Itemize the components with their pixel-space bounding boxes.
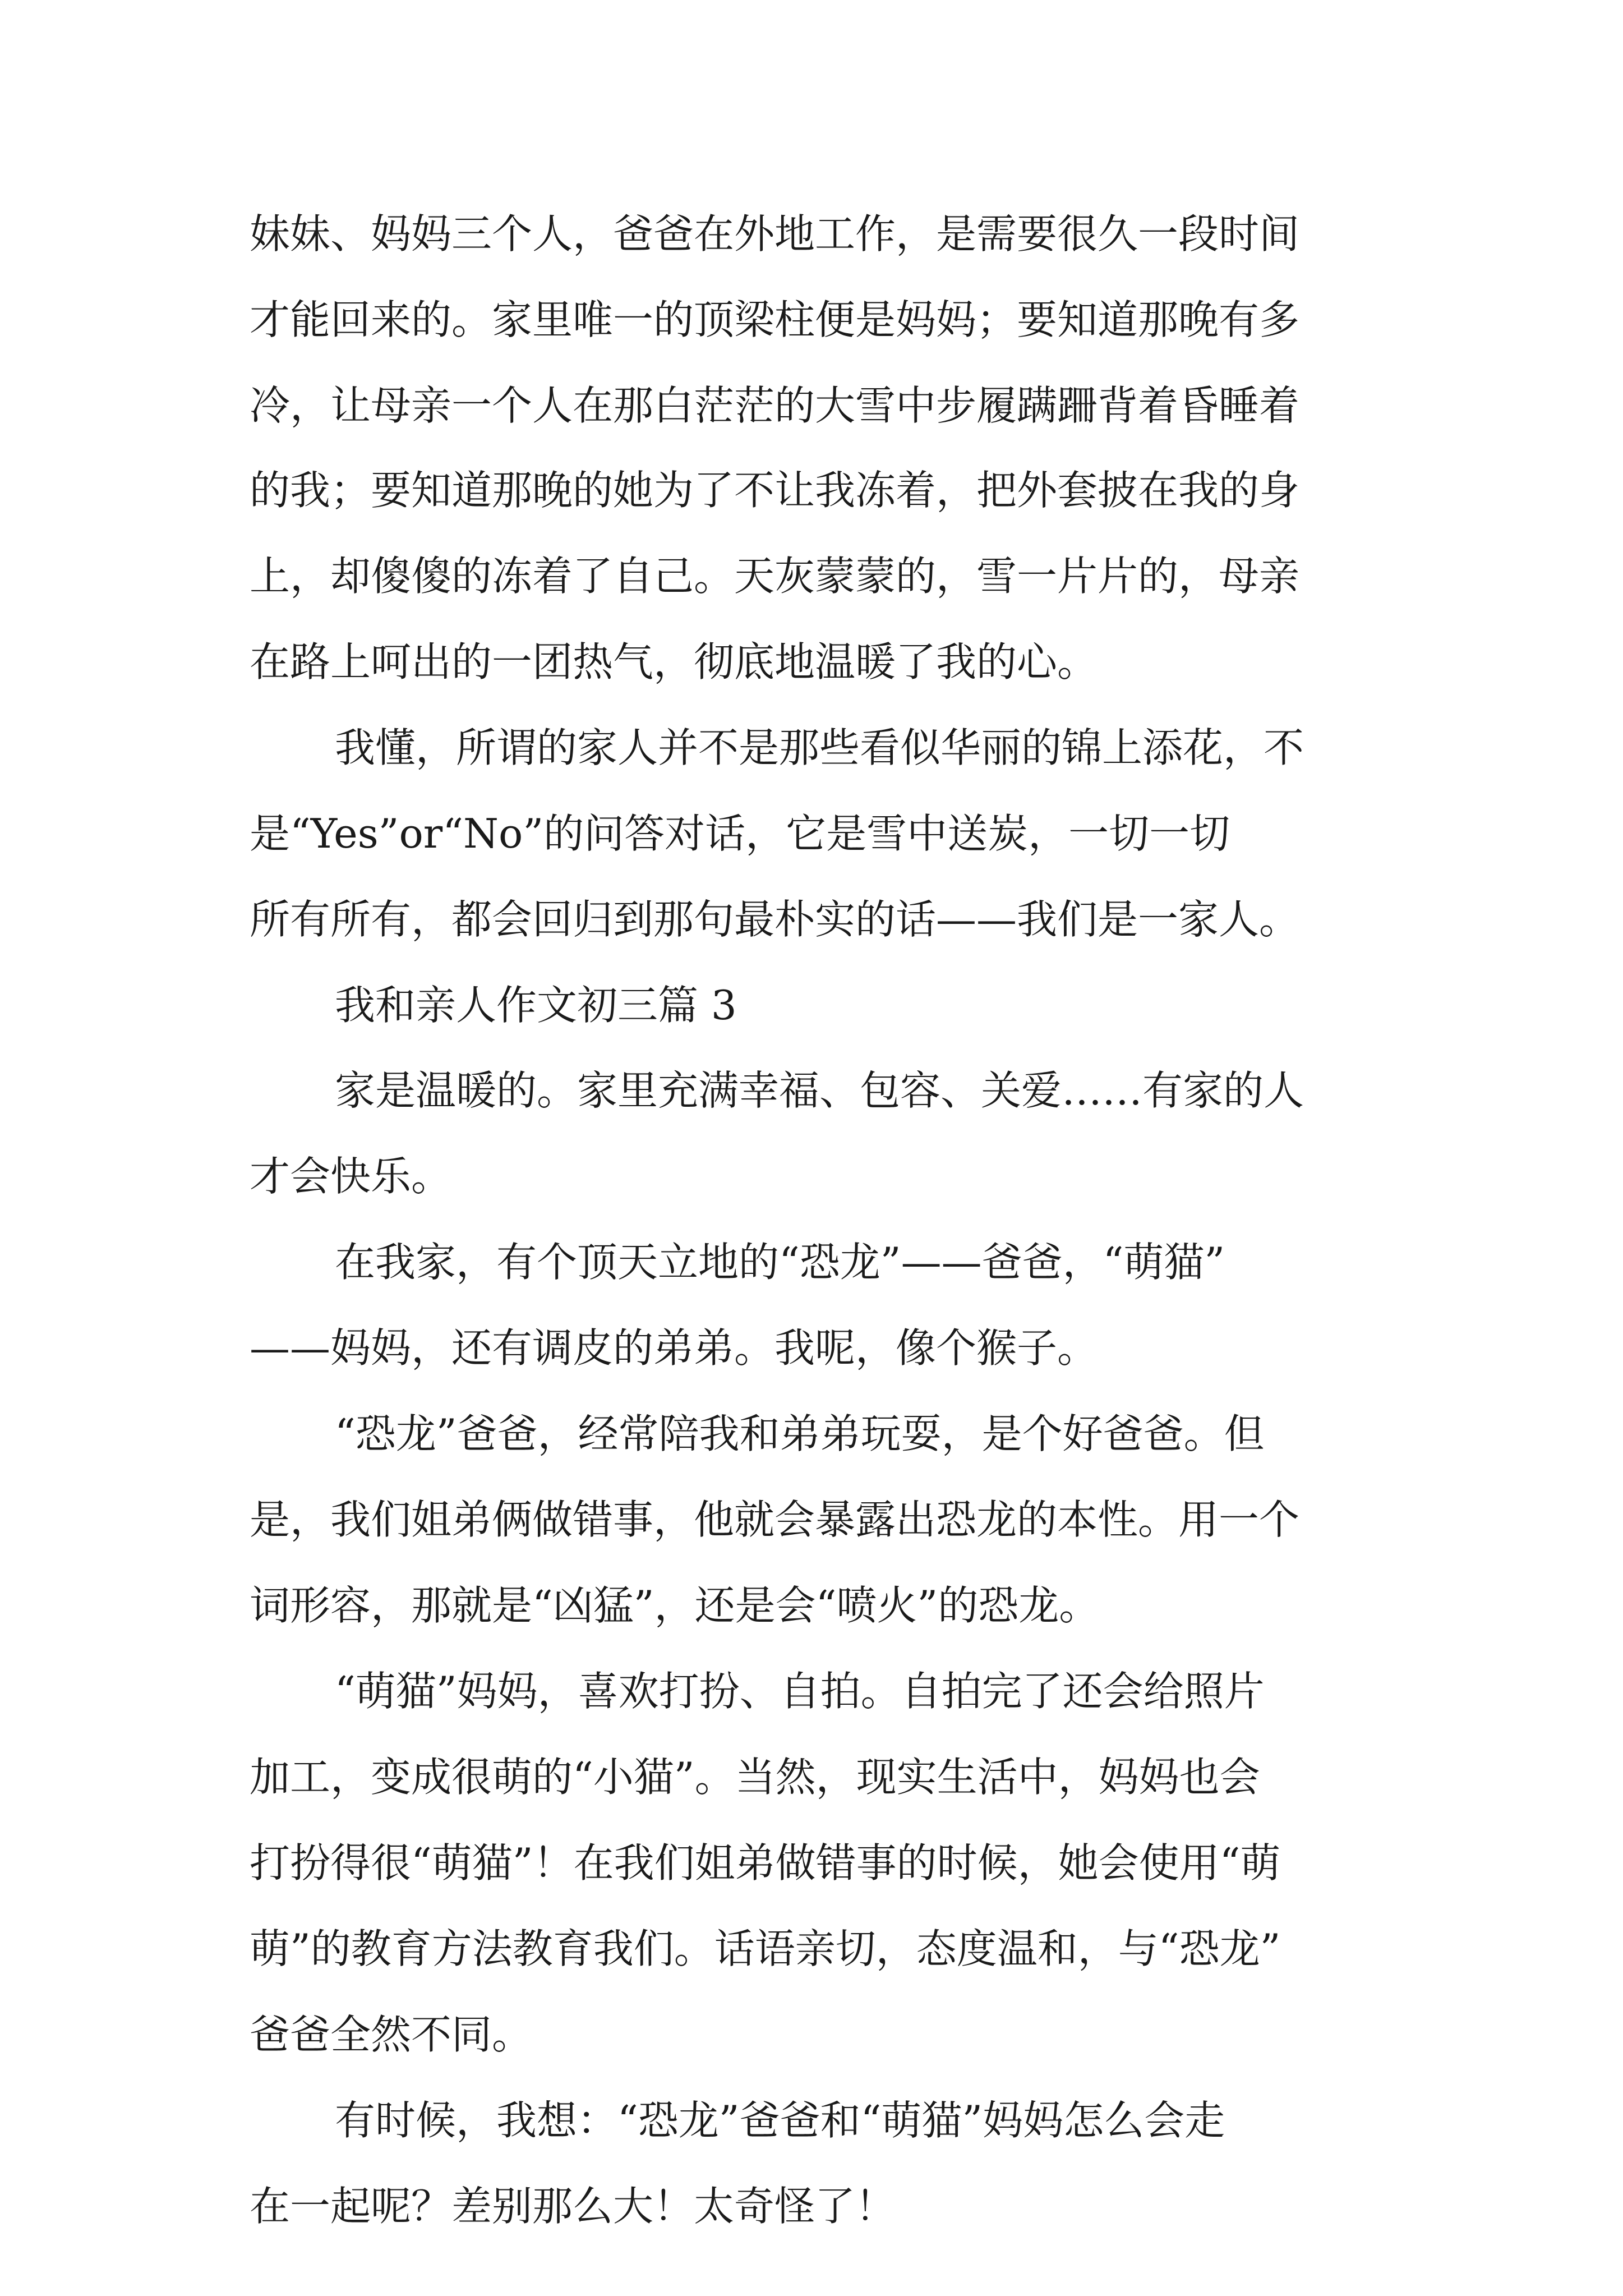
text-line: ——妈妈，还有调皮的弟弟。我呢，像个猴子。 <box>250 1324 1098 1372</box>
text-line: 我懂，所谓的家人并不是那些看似华丽的锦上添花，不 <box>335 724 1304 771</box>
text-line: 才能回来的。家里唯一的顶梁柱便是妈妈；要知道那晚有多 <box>250 296 1300 343</box>
text-line: 爸爸全然不同。 <box>250 2011 533 2058</box>
section-heading: 我和亲人作文初三篇 3 <box>335 982 737 1029</box>
text-line: “恐龙”爸爸，经常陪我和弟弟玩耍，是个好爸爸。但 <box>335 1410 1265 1457</box>
text-line: “萌猫”妈妈，喜欢打扮、自拍。自拍完了还会给照片 <box>335 1668 1265 1715</box>
text-line: 在路上呵出的一团热气，彻底地温暖了我的心。 <box>250 638 1098 685</box>
text-line: 妹妹、妈妈三个人，爸爸在外地工作，是需要很久一段时间 <box>250 210 1300 257</box>
text-line: 家是温暖的。家里充满幸福、包容、关爱……有家的人 <box>335 1067 1304 1114</box>
text-line: 萌”的教育方法教育我们。话语亲切，态度温和，与“恐龙” <box>250 1925 1281 1972</box>
text-line: 打扮得很“萌猫”！在我们姐弟做错事的时候，她会使用“萌 <box>250 1839 1281 1887</box>
text-line: 上，却傻傻的冻着了自己。天灰蒙蒙的，雪一片片的，母亲 <box>250 553 1300 600</box>
text-line: 词形容，那就是“凶猛”，还是会“喷火”的恐龙。 <box>250 1582 1100 1629</box>
text-line: 所有所有，都会回归到那句最朴实的话——我们是一家人。 <box>250 896 1300 943</box>
text-line: 在一起呢？差别那么大！太奇怪了！ <box>250 2183 896 2230</box>
text-line: 是“Yes”or“No”的问答对话，它是雪中送炭，一切一切 <box>250 810 1230 857</box>
text-line: 才会快乐。 <box>250 1153 452 1200</box>
text-line: 的我；要知道那晚的她为了不让我冻着，把外套披在我的身 <box>250 467 1300 514</box>
text-line: 加工，变成很萌的“小猫”。当然，现实生活中，妈妈也会 <box>250 1754 1260 1801</box>
text-line: 在我家，有个顶天立地的“恐龙”——爸爸，“萌猫” <box>335 1239 1225 1286</box>
text-line: 有时候，我想：“恐龙”爸爸和“萌猫”妈妈怎么会走 <box>335 2097 1225 2144</box>
text-line: 冷，让母亲一个人在那白茫茫的大雪中步履蹒跚背着昏睡着 <box>250 382 1300 429</box>
text-line: 是，我们姐弟俩做错事，他就会暴露出恐龙的本性。用一个 <box>250 1496 1300 1543</box>
